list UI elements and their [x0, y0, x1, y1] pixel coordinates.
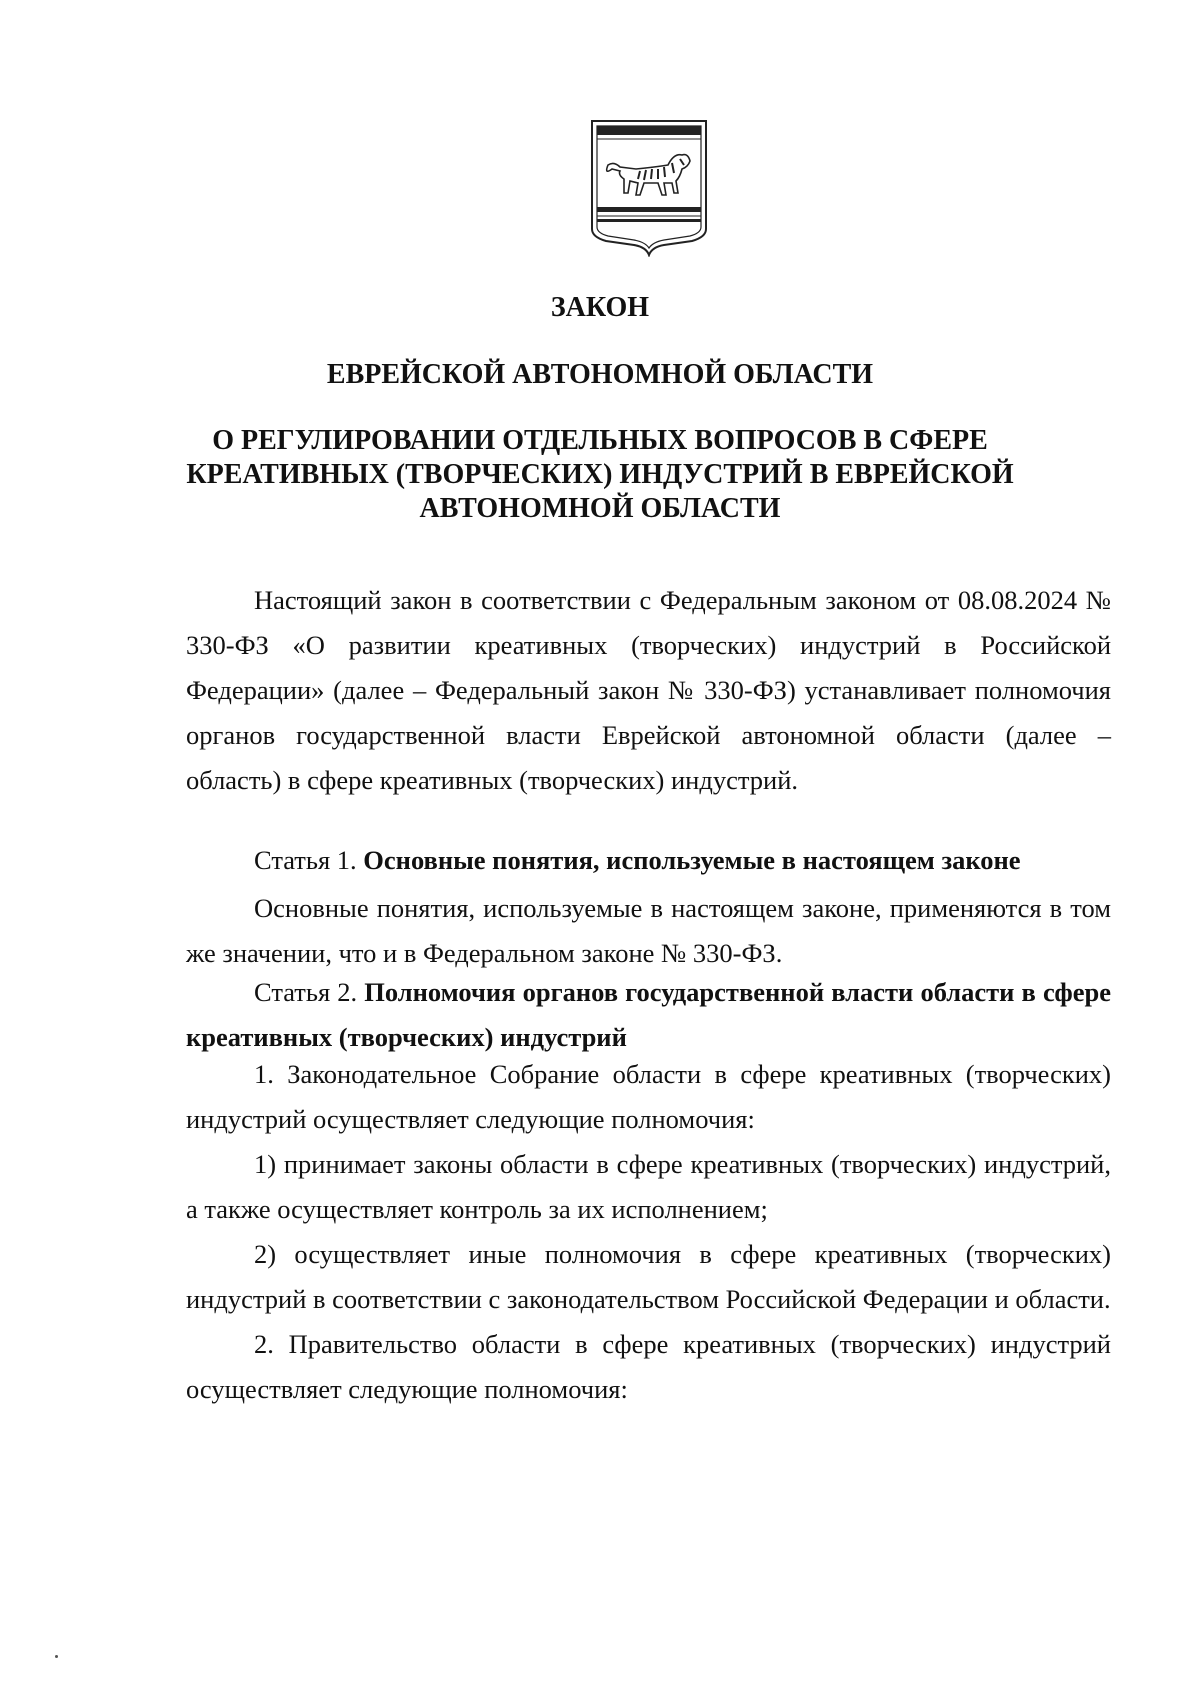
article-1-text: Основные понятия, используемые в настоящем законе, применяются в том же значении, что и в Федеральном законе № 330-ФЗ. [186, 893, 1111, 968]
article-2-paragraph: 1. Законодательное Собрание области в сфере креативных (творческих) индустрий осуществляет следующие полномочия: [186, 1059, 1111, 1134]
law-title-line: О РЕГУЛИРОВАНИИ ОТДЕЛЬНЫХ ВОПРОСОВ В СФЕРЕ [212, 425, 988, 456]
article-2-paragraph: 1) принимает законы области в сфере креативных (творческих) индустрий, а также осуществляет контроль за их исполнением; [186, 1149, 1111, 1224]
article-2-heading [186, 970, 1111, 1060]
article-1-heading [186, 838, 1111, 883]
coat-of-arms-icon [584, 117, 714, 257]
article-2-title: Полномочия органов государственной власти области в сфере креативных (творческих) индустрий [186, 977, 1111, 1052]
region-heading: ЕВРЕЙСКОЙ АВТОНОМНОЙ ОБЛАСТИ [326, 359, 874, 390]
preamble-paragraph: Настоящий закон в соответствии с Федеральным законом от 08.08.2024 № 330-ФЗ «О развитии креативных (творческих) индустрий в Российской Федерации» (далее – Федеральный закон № 330-ФЗ) устанавливает полномочия органов государственной власти Еврейской автономной области (далее – область) в сфере креативных (творческих) индустрий. [186, 585, 1111, 795]
article-2-label: Статья 2. [254, 977, 358, 1007]
article-2-paragraph: 2. Правительство области в сфере креативных (творческих) индустрий осуществляет следующие полномочия: [186, 1329, 1111, 1404]
article-1-label: Статья 1. [254, 845, 357, 875]
article-1-title: Основные понятия, используемые в настоящем законе [363, 845, 1021, 875]
law-heading: ЗАКОН [550, 292, 650, 323]
law-title-line: АВТОНОМНОЙ ОБЛАСТИ [419, 493, 781, 524]
scan-dot [55, 1655, 58, 1658]
article-2-paragraph: 2) осуществляет иные полномочия в сфере креативных (творческих) индустрий в соответствии с законодательством Российской Федерации и области. [186, 1239, 1111, 1314]
tiger-icon [607, 155, 690, 195]
law-title-line: КРЕАТИВНЫХ (ТВОРЧЕСКИХ) ИНДУСТРИЙ В ЕВРЕЙСКОЙ [186, 459, 1014, 490]
article-2-body [186, 1052, 1111, 1412]
law-title [150, 424, 1050, 526]
